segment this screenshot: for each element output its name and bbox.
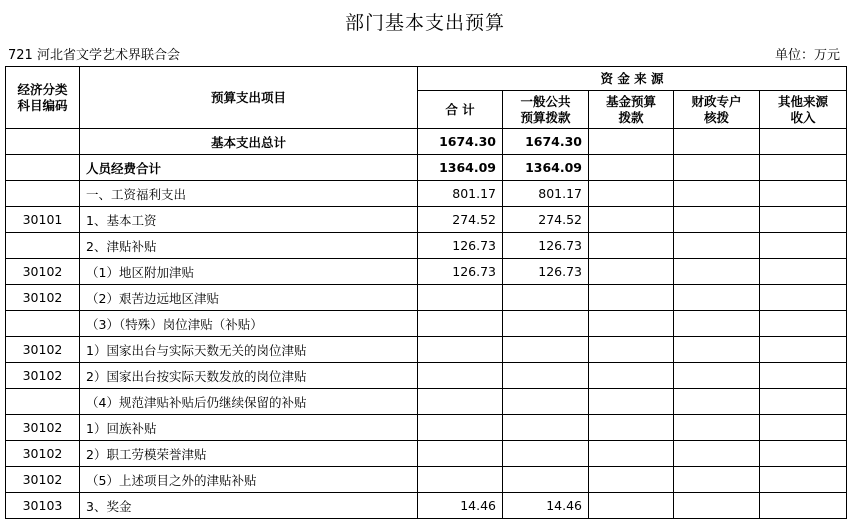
unit-label: 单位：万元 bbox=[774, 48, 840, 63]
item-cell: 基本支出总计 bbox=[80, 129, 418, 155]
item-cell: 2、津贴补贴 bbox=[80, 233, 418, 259]
fund-budget-cell bbox=[589, 415, 674, 441]
table-row bbox=[6, 363, 847, 389]
fund-budget-cell bbox=[589, 311, 674, 337]
table-row bbox=[6, 207, 847, 233]
page-title: 部门基本支出预算 bbox=[344, 12, 505, 34]
general-cell: 1674.30 bbox=[503, 129, 589, 155]
item-cell: 3、奖金 bbox=[80, 493, 418, 519]
total-cell bbox=[418, 311, 503, 337]
item-cell: 2）职工劳模荣誉津贴 bbox=[80, 441, 418, 467]
fund-budget-cell bbox=[589, 155, 674, 181]
general-cell: 801.17 bbox=[503, 181, 589, 207]
general-cell bbox=[503, 311, 589, 337]
fiscal-cell bbox=[674, 285, 760, 311]
code-cell: 30102 bbox=[6, 337, 80, 363]
fund-budget-cell bbox=[589, 285, 674, 311]
item-cell: （4）规范津贴补贴后仍继续保留的补贴 bbox=[80, 389, 418, 415]
other-cell bbox=[760, 415, 847, 441]
table-row bbox=[6, 181, 847, 207]
code-cell: 30102 bbox=[6, 467, 80, 493]
table-row bbox=[6, 155, 847, 181]
general-cell: 126.73 bbox=[503, 259, 589, 285]
code-cell: 30102 bbox=[6, 259, 80, 285]
other-cell bbox=[760, 155, 847, 181]
header-item: 预算支出项目 bbox=[80, 67, 418, 129]
code-cell: 30102 bbox=[6, 441, 80, 467]
fund-budget-cell bbox=[589, 181, 674, 207]
code-cell: 30102 bbox=[6, 415, 80, 441]
fiscal-cell bbox=[674, 441, 760, 467]
item-cell: 1）回族补贴 bbox=[80, 415, 418, 441]
header-other: 其他来源 收入 bbox=[760, 91, 847, 129]
other-cell bbox=[760, 441, 847, 467]
table-body bbox=[6, 129, 847, 519]
fund-budget-cell bbox=[589, 441, 674, 467]
total-cell bbox=[418, 467, 503, 493]
general-cell bbox=[503, 441, 589, 467]
fiscal-cell bbox=[674, 207, 760, 233]
other-cell bbox=[760, 467, 847, 493]
code-cell: 30102 bbox=[6, 363, 80, 389]
other-cell bbox=[760, 337, 847, 363]
other-cell bbox=[760, 285, 847, 311]
table-row bbox=[6, 493, 847, 519]
total-cell: 14.46 bbox=[418, 493, 503, 519]
item-cell: （5）上述项目之外的津贴补贴 bbox=[80, 467, 418, 493]
table-row bbox=[6, 285, 847, 311]
fiscal-cell bbox=[674, 259, 760, 285]
header-general: 一般公共 预算拨款 bbox=[503, 91, 589, 129]
item-cell: 人员经费合计 bbox=[80, 155, 418, 181]
total-cell bbox=[418, 337, 503, 363]
total-cell bbox=[418, 285, 503, 311]
fund-budget-cell bbox=[589, 233, 674, 259]
fund-budget-cell bbox=[589, 337, 674, 363]
code-cell: 30101 bbox=[6, 207, 80, 233]
general-cell: 274.52 bbox=[503, 207, 589, 233]
code-cell bbox=[6, 155, 80, 181]
item-cell: （3）（特殊）岗位津贴（补贴） bbox=[80, 311, 418, 337]
general-cell: 126.73 bbox=[503, 233, 589, 259]
fiscal-cell bbox=[674, 181, 760, 207]
fiscal-cell bbox=[674, 155, 760, 181]
table-row bbox=[6, 311, 847, 337]
code-cell bbox=[6, 389, 80, 415]
total-cell: 801.17 bbox=[418, 181, 503, 207]
other-cell bbox=[760, 363, 847, 389]
total-cell bbox=[418, 389, 503, 415]
table-row bbox=[6, 415, 847, 441]
general-cell: 1364.09 bbox=[503, 155, 589, 181]
general-cell bbox=[503, 467, 589, 493]
total-cell bbox=[418, 415, 503, 441]
table-row bbox=[6, 259, 847, 285]
general-cell bbox=[503, 389, 589, 415]
item-cell: 2）国家出台按实际天数发放的岗位津贴 bbox=[80, 363, 418, 389]
code-cell: 30102 bbox=[6, 285, 80, 311]
other-cell bbox=[760, 259, 847, 285]
code-cell bbox=[6, 311, 80, 337]
general-cell bbox=[503, 285, 589, 311]
fiscal-cell bbox=[674, 389, 760, 415]
fund-budget-cell bbox=[589, 207, 674, 233]
general-cell bbox=[503, 415, 589, 441]
total-cell: 126.73 bbox=[418, 259, 503, 285]
table-row bbox=[6, 441, 847, 467]
other-cell bbox=[760, 207, 847, 233]
header-funds: 资 金 来 源 bbox=[418, 67, 847, 91]
fiscal-cell bbox=[674, 467, 760, 493]
table-row bbox=[6, 389, 847, 415]
fiscal-cell bbox=[674, 337, 760, 363]
fiscal-cell bbox=[674, 311, 760, 337]
code-cell bbox=[6, 129, 80, 155]
fiscal-cell bbox=[674, 129, 760, 155]
total-cell bbox=[418, 363, 503, 389]
fiscal-cell bbox=[674, 233, 760, 259]
general-cell bbox=[503, 363, 589, 389]
item-cell: 一、工资福利支出 bbox=[80, 181, 418, 207]
header-total: 合 计 bbox=[418, 91, 503, 129]
total-cell bbox=[418, 441, 503, 467]
table-row bbox=[6, 467, 847, 493]
header-code: 经济分类 科目编码 bbox=[6, 67, 80, 129]
header-fund-budget: 基金预算 拨款 bbox=[589, 91, 674, 129]
item-cell: 1、基本工资 bbox=[80, 207, 418, 233]
total-cell: 1674.30 bbox=[418, 129, 503, 155]
general-cell: 14.46 bbox=[503, 493, 589, 519]
fund-budget-cell bbox=[589, 129, 674, 155]
budget-table bbox=[5, 66, 847, 519]
table-row bbox=[6, 337, 847, 363]
general-cell bbox=[503, 337, 589, 363]
fiscal-cell bbox=[674, 363, 760, 389]
total-cell: 126.73 bbox=[418, 233, 503, 259]
other-cell bbox=[760, 311, 847, 337]
item-cell: 1）国家出台与实际天数无关的岗位津贴 bbox=[80, 337, 418, 363]
item-cell: （1）地区附加津贴 bbox=[80, 259, 418, 285]
table-row bbox=[6, 129, 847, 155]
other-cell bbox=[760, 233, 847, 259]
item-cell: （2）艰苦边远地区津贴 bbox=[80, 285, 418, 311]
fiscal-cell bbox=[674, 415, 760, 441]
other-cell bbox=[760, 389, 847, 415]
organization-label: 721 河北省文学艺术界联合会 bbox=[8, 48, 180, 63]
fund-budget-cell bbox=[589, 363, 674, 389]
header-fiscal: 财政专户 核拨 bbox=[674, 91, 760, 129]
total-cell: 274.52 bbox=[418, 207, 503, 233]
fund-budget-cell bbox=[589, 467, 674, 493]
code-cell: 30103 bbox=[6, 493, 80, 519]
code-cell bbox=[6, 181, 80, 207]
total-cell: 1364.09 bbox=[418, 155, 503, 181]
fiscal-cell bbox=[674, 493, 760, 519]
other-cell bbox=[760, 181, 847, 207]
fund-budget-cell bbox=[589, 493, 674, 519]
code-cell bbox=[6, 233, 80, 259]
fund-budget-cell bbox=[589, 389, 674, 415]
other-cell bbox=[760, 493, 847, 519]
table-row bbox=[6, 233, 847, 259]
other-cell bbox=[760, 129, 847, 155]
fund-budget-cell bbox=[589, 259, 674, 285]
